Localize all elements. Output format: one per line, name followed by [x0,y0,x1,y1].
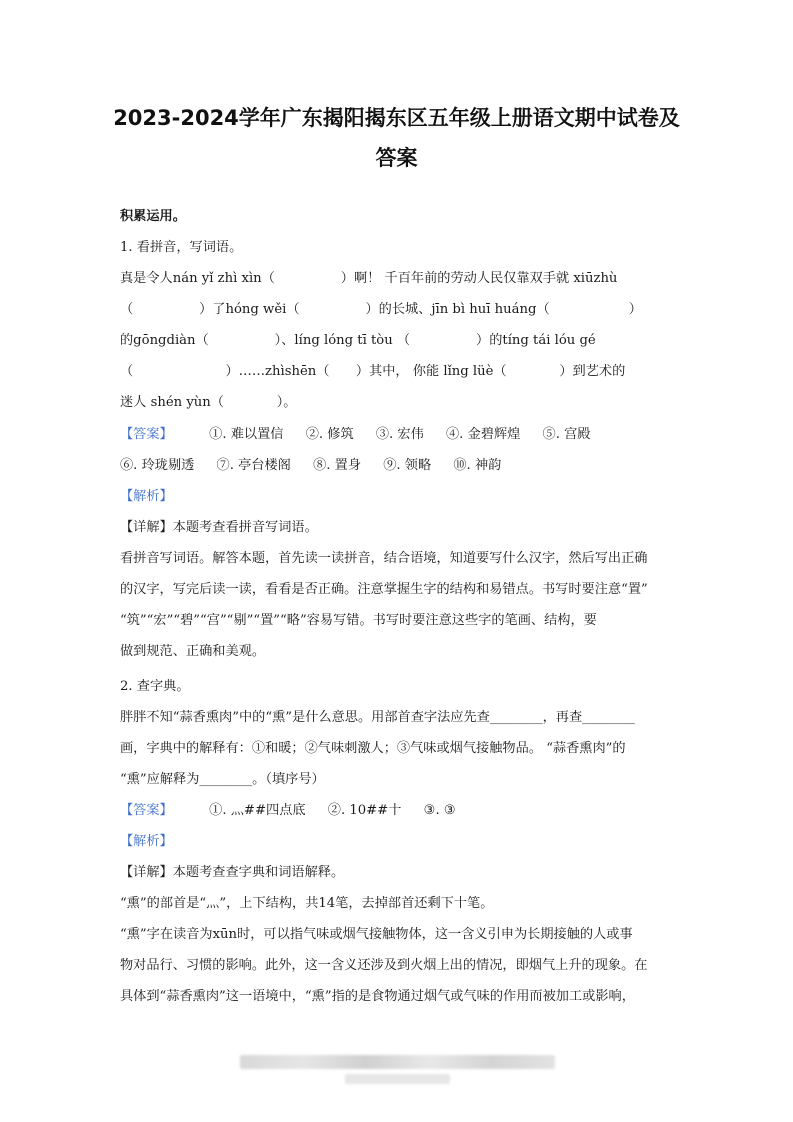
answer-item: ②. 修筑 [305,427,354,442]
q2-analysis-label: 【解析】 [120,834,173,849]
answer-item: ⑦. 亭台楼阁 [216,458,291,473]
q2-heading: 2. 查字典。 [120,679,190,694]
q1-analysis-label: 【解析】 [120,489,173,504]
answer-item: ⑧. 置身 [313,458,362,473]
q2-explain-4: 具体到“蒜香熏肉”这一语境中，“熏”指的是食物通过烟气或气味的作用而被加工或影响， [120,989,635,1004]
q1-explain-3: “筑”“宏”“碧”“宫”“剔”“置”“略”容易写错。书写时要注意这些字的笔画、结构，要 [120,613,597,628]
q2-line-1: 胖胖不知“蒜香熏肉”中的“熏”是什么意思。用部首查字法应先查________，再查________ [120,710,635,725]
answer-item: ①. 灬##四点底 [209,803,306,818]
section-heading: 积累运用。 [120,209,186,224]
q2-detail: 【详解】本题考查查字典和词语解释。 [120,865,345,880]
answer-item: ⑩. 神韵 [453,458,502,473]
q2-explain-2: “熏”字在读音为xūn时，可以指气味或烟气接触物体，这一含义引申为长期接触的人或事 [120,927,633,942]
q2-line-2: 画，字典中的解释有：①和暖；②气味刺激人；③气味或烟气接触物品。 “蒜香熏肉”的 [120,741,626,756]
answer-item: ③. ③ [423,803,456,818]
q1-answer-row-2 [120,456,680,476]
q1-line-4: （ ）……zhìshēn（ ）其中， 你能 lǐng lüè（ ）到艺术的 [120,364,626,379]
answer-item: ⑥. 玲珑剔透 [120,458,195,473]
answer-item: ⑨. 领略 [383,458,432,473]
answer-item: ⑤. 宫殿 [542,427,591,442]
answer-item: ①. 难以置信 [209,427,284,442]
blurred-footer [240,1055,555,1069]
q1-answer-row-1 [120,425,680,445]
q1-line-5: 迷人 shén yùn（ ）。 [120,395,297,410]
q1-detail: 【详解】本题考查看拼音写词语。 [120,520,318,535]
q1-heading: 1. 看拼音，写词语。 [120,240,243,255]
q2-line-3: “熏”应解释为________。（填序号） [120,772,325,787]
document-title [110,98,683,178]
answer-label: 【答案】 [120,427,173,442]
answer-label: 【答案】 [120,803,173,818]
q1-line-1: 真是令人nán yǐ zhì xìn（ ）啊！ 千百年前的劳动人民仅靠双手就 xiūzhù [120,271,618,286]
q1-line-2: （ ）了hóng wěi（ ）的长城、jīn bì huī huáng（ ） [120,302,642,317]
q1-explain-2: 的汉字，写完后读一读，看看是否正确。注意掌握生字的结构和易错点。书写时要注意“置” [120,582,648,597]
q1-explain-4: 做到规范、正确和美观。 [120,644,266,659]
q2-explain-3: 物对品行、习惯的影响。此外，这一含义还涉及到火烟上出的情况，即烟气上升的现象。在 [120,958,648,973]
q2-explain-1: “熏”的部首是“灬”，上下结构，共14笔，去掉部首还剩下十笔。 [120,896,494,911]
answer-item: ②. 10##十 [327,803,402,818]
answer-item: ④. 金碧辉煌 [446,427,521,442]
q1-line-3: 的gōngdiàn（ ）、líng lóng tī tòu （ ）的tíng tái lóu gé [120,333,596,348]
q2-answer-row [120,801,680,821]
title-line-1: 2023-2024学年广东揭阳揭东区五年级上册语文期中试卷及 [113,106,680,130]
blurred-footer-sub [345,1074,450,1084]
title-line-2: 答案 [375,146,418,170]
answer-item: ③. 宏伟 [375,427,424,442]
q1-explain-1: 看拼音写词语。解答本题，首先读一读拼音，结合语境，知道要写什么汉字，然后写出正确 [120,551,648,566]
